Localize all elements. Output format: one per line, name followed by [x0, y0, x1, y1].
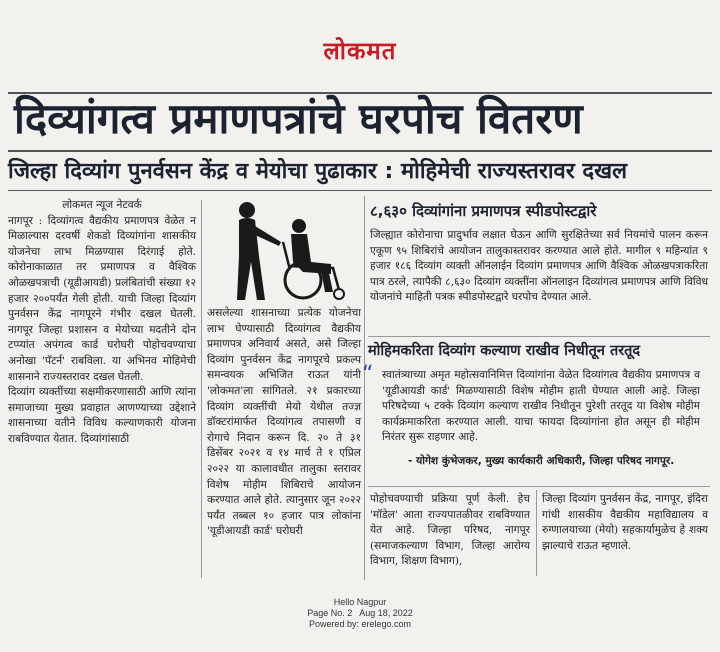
subhead-rule	[8, 190, 712, 191]
box2-body: स्वातंत्र्याच्या अमृत महोत्सवानिमित्त दिव्यांगांना वेळेत दिव्यांगत्व वैद्यकीय प्रमाणपत्र व 'यूडीआयडी कार्ड' मिळण्यासाठी विशेष मोहीम हाती घेण्यात आली आहे. जिल्हा परिषदेच्या ५ टक्के दिव्यांग कल्याण राखीव निधीतून पुरेशी तरतूद या विशेष मोहीम कार्यक्रमाकरिता करण्यात आली. याचा फायदा दिव्यांगांना होत असून ही मोहीम निरंतर सुरू राहणार आहे.	[382, 369, 700, 444]
footer-powered-by: Powered by: erelego.com	[308, 619, 412, 629]
headline: दिव्यांगत्व प्रमाणपत्रांचे घरपोच वितरण	[14, 94, 583, 143]
col2-paragraph: असलेल्या शासनाच्या प्रत्येक योजनेचा लाभ घेण्यासाठी दिव्यांगत्व वैद्यकीय प्रमाणपत्र अनिवार्य असते, असे जिल्हा दिव्यांग पुनर्वसन केंद्र नागपूरचे प्रकल्प समन्वयक अभिजित राऊत यांनी 'लोकमत'ला सांगितले. २१ प्रकारच्या दिव्यांग व्यक्तींची मेयो येथील तज्ज्ञ डॉक्टरांमार्फत दिव्यांगत्व तपासणी व रोगाचे निदान करून दि. २० ते ३१ डिसेंबर २०२१ व १४ मार्च ते १ एप्रिल २०२२ या कालावधीत तालुका स्तरावर विशेष मोहीम शिबिराचे आयोजन करण्यात आले होते. त्यानुसार जून २०२२ पर्यंत तब्बल १० हजार पात्र लोकांना 'यूडीआयडी कार्ड' घरोघरी	[207, 307, 361, 538]
headline-rule	[8, 150, 712, 152]
column-2	[207, 306, 361, 540]
box1-title: ८,६३० दिव्यांगांना प्रमाणपत्र स्पीडपोस्टद्वारे	[370, 202, 597, 220]
box-divider	[368, 336, 710, 337]
box2-attribution: - योगेश कुंभेजकर, मुख्य कार्यकारी अधिकारी, जिल्हा परिषद नागपूर.	[408, 455, 675, 467]
subheadline: जिल्हा दिव्यांग पुनर्वसन केंद्र व मेयोचा पुढाकार : मोहिमेची राज्यस्तरावर दखल	[8, 159, 628, 184]
column-divider-1	[201, 200, 202, 578]
footer-edition: Hello Nagpur	[333, 597, 387, 607]
footer-page-date: Page No. 2 Aug 18, 2022	[307, 608, 413, 618]
quote-mark-icon: “	[362, 362, 374, 387]
col1-paragraph: नागपूर : दिव्यांगत्व वैद्यकीय प्रमाणपत्र वेळेत न मिळाल्यास दरवर्षी शेकडो दिव्यांगांना शासकीय योजनेचा लाभ मिळण्यास दिरंगाई होते. कोरोनाकाळात तर प्रमाणपत्र व वैश्विक ओळखपत्राची (यूडीआयडी) प्रलंबितांची संख्या १२ हजार २००पर्यंत गेली होती. याची जिल्हा दिव्यांग पुनर्वसन केंद्र नागपूरने गंभीर दखल घेतली. नागपूर जिल्हा प्रशासन व मेयोच्या मदतीने दोन टप्प्यांत अपंगत्व कार्ड घरोघरी पोहोचवण्याचा अनोखा 'पॅटर्न' राबविला. या अभिनव मोहिमेची शासनाने राज्यस्तरावर दखल घेतली.	[8, 214, 196, 383]
column-divider-2	[364, 196, 365, 580]
box2-title: मोहिमकरिता दिव्यांग कल्याण राखीव निधीतून तरतूद	[368, 343, 641, 359]
box1-body: जिल्ह्यात कोरोनाचा प्रादुर्भाव लक्षात घेऊन आणि सुरक्षितेच्या सर्व नियमांचे पालन करून एकूण ९५ शिबिरांचे आयोजन तालुकास्तरावर करण्यात आले होते. मागील ९ महिन्यांत ९ हजार १८६ दिव्यांग व्यक्ती ऑनलाईन दिव्यांग प्रमाणपत्र आणि वैश्विक ओळखपत्राकरिता पात्र ठरले, त्यापैकी ८,६३० दिव्यांग व्यक्तींना ऑनलाइन दिव्यांगत्व प्रमाणपत्र आणि विविध योजनांचे माहिती पत्रक स्पीडपोस्टद्वारे घरपोच देण्यात आले.	[370, 229, 708, 304]
column-3	[370, 492, 530, 570]
col1-paragraph-2: दिव्यांग व्यक्तींच्या सक्षमीकरणासाठी आणि त्यांना समाजाच्या मुख्य प्रवाहात आणण्याच्या उद्देशाने शासनाच्या वतीने विविध कल्याणकारी योजना राबविण्यात येतात. दिव्यांगांसाठी	[8, 386, 196, 445]
col3-paragraph: पोहोचवण्याची प्रक्रिया पूर्ण केली. हेच 'मॉडेल' आता राज्यपातळीवर राबविण्यात येत आहे. जिल्हा परिषद, नागपूर (समाजकल्याण विभाग, जिल्हा आरोग्य विभाग, शिक्षण विभाग),	[370, 493, 530, 568]
column-1	[8, 198, 196, 448]
sidebar-box-fund	[368, 340, 710, 362]
sidebar-box-speedpost	[370, 200, 708, 304]
col4-paragraph: जिल्हा दिव्यांग पुनर्वसन केंद्र, नागपूर, इंदिरा गांधी शासकीय वैद्यकीय महाविद्यालय व रुग्णालयाच्या (मेयो) सहकार्यामुळेच हे शक्य झाल्याचे राऊत म्हणाले.	[542, 493, 708, 552]
column-divider-3	[536, 490, 537, 576]
byline: लोकमत न्यूज नेटवर्क	[62, 199, 142, 211]
column-4	[542, 492, 708, 554]
wheelchair-illustration	[207, 196, 367, 304]
box2-bottom-rule	[368, 486, 710, 487]
epaper-footer	[0, 597, 720, 630]
masthead-logo: लोकमत	[323, 36, 397, 65]
